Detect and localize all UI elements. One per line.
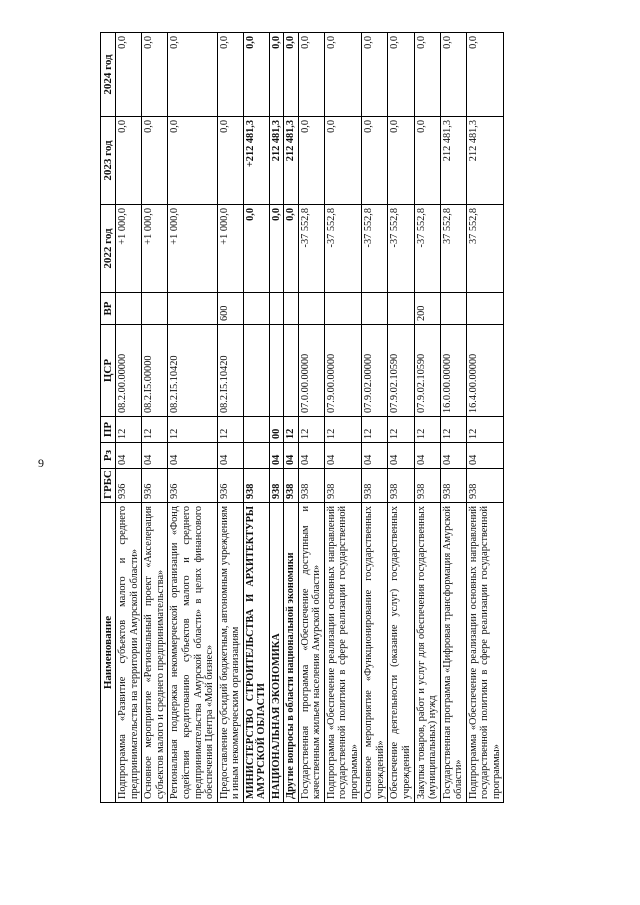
cell-2024: 0,0 [362, 33, 388, 117]
cell-vr [362, 293, 388, 325]
header-2024: 2024 год [101, 33, 116, 117]
cell-name: Основное мероприятие «Функционирование государственных учреждений» [362, 503, 388, 803]
cell-pr: 12 [440, 417, 466, 443]
cell-vr [440, 293, 466, 325]
cell-name: Подпрограмма «Обеспечение реализации основных направлений государственной политики в сфере реализации государственной программы» [324, 503, 362, 803]
cell-2023: 0,0 [116, 117, 142, 205]
cell-2023: 0,0 [324, 117, 362, 205]
cell-2023: 0,0 [298, 117, 324, 205]
table-row [466, 33, 504, 803]
table-row [324, 33, 362, 803]
cell-grbs: 938 [284, 469, 299, 503]
cell-pr: 12 [284, 417, 299, 443]
cell-2024: 0,0 [243, 33, 269, 117]
table-row [217, 33, 243, 803]
cell-csr: 08.2.I5.10420 [168, 325, 217, 417]
cell-rz: 04 [298, 443, 324, 469]
cell-2023: 0,0 [362, 117, 388, 205]
table-row [362, 33, 388, 803]
cell-pr: 12 [142, 417, 168, 443]
cell-2024: 0,0 [269, 33, 284, 117]
cell-csr: 08.2.00.00000 [116, 325, 142, 417]
cell-csr: 07.9.02.00000 [362, 325, 388, 417]
table-row [284, 33, 299, 803]
cell-csr [243, 325, 269, 417]
cell-name: Региональная поддержка некоммерческой организации «Фонд содействия кредитованию субъектов малого и среднего предпринимательства Амурской области» в целях финансового обеспечения Центра «Мой бизнес» [168, 503, 217, 803]
cell-name: Подпрограмма «Развитие субъектов малого и среднего предпринимательства на территории Амурской области» [116, 503, 142, 803]
cell-2024: 0,0 [440, 33, 466, 117]
header-2023: 2023 год [101, 117, 116, 205]
cell-grbs: 936 [142, 469, 168, 503]
cell-pr: 12 [116, 417, 142, 443]
cell-grbs: 938 [243, 469, 269, 503]
cell-2022: 37 552,8 [440, 205, 466, 293]
cell-vr [168, 293, 217, 325]
cell-2023: 0,0 [168, 117, 217, 205]
cell-rz: 04 [284, 443, 299, 469]
header-rz: Рз [101, 443, 116, 469]
cell-2022: +1 000,0 [142, 205, 168, 293]
cell-name: Подпрограмма «Обеспечение реализации основных направлений государственной политики в сфере реализации государственной программы» [466, 503, 504, 803]
cell-pr: 12 [324, 417, 362, 443]
cell-rz: 04 [440, 443, 466, 469]
cell-2023: 212 481,3 [466, 117, 504, 205]
cell-csr: 16.4.00.00000 [466, 325, 504, 417]
cell-csr [284, 325, 299, 417]
cell-grbs: 938 [466, 469, 504, 503]
cell-2024: 0,0 [217, 33, 243, 117]
cell-grbs: 938 [324, 469, 362, 503]
header-2022: 2022 год [101, 205, 116, 293]
cell-vr [388, 293, 414, 325]
cell-2023: 0,0 [388, 117, 414, 205]
cell-2024: 0,0 [324, 33, 362, 117]
cell-2022: -37 552,8 [388, 205, 414, 293]
cell-grbs: 936 [116, 469, 142, 503]
table-row [440, 33, 466, 803]
cell-csr: 07.0.00.00000 [298, 325, 324, 417]
cell-vr [298, 293, 324, 325]
cell-2024: 0,0 [388, 33, 414, 117]
header-row [101, 33, 116, 803]
table-row [116, 33, 142, 803]
cell-grbs: 938 [269, 469, 284, 503]
cell-vr: 600 [217, 293, 243, 325]
cell-csr: 08.2.I5.00000 [142, 325, 168, 417]
table-row [269, 33, 284, 803]
header-vr: ВР [101, 293, 116, 325]
cell-name: Предоставление субсидий бюджетным, автономным учреждениям и иным некоммерческим организациям [217, 503, 243, 803]
cell-vr [284, 293, 299, 325]
page-number: 9 [38, 456, 44, 470]
cell-name: Другие вопросы в области национальной экономики [284, 503, 299, 803]
cell-rz: 04 [168, 443, 217, 469]
cell-2024: 0,0 [168, 33, 217, 117]
cell-2024: 0,0 [284, 33, 299, 117]
cell-2023: 0,0 [414, 117, 440, 205]
header-csr: ЦСР [101, 325, 116, 417]
cell-2024: 0,0 [298, 33, 324, 117]
cell-name: Закупка товаров, работ и услуг для обеспечения государственных (муниципальных) нужд [414, 503, 440, 803]
cell-name: МИНИСТЕРСТВО СТРОИТЕЛЬСТВА И АРХИТЕКТУРЫ АМУРСКОЙ ОБЛАСТИ [243, 503, 269, 803]
table-row [168, 33, 217, 803]
cell-rz: 04 [116, 443, 142, 469]
cell-vr [466, 293, 504, 325]
cell-grbs: 938 [388, 469, 414, 503]
budget-table [100, 32, 504, 803]
table-row [414, 33, 440, 803]
cell-grbs: 936 [217, 469, 243, 503]
table-body [116, 33, 504, 803]
cell-rz: 04 [362, 443, 388, 469]
cell-pr: 12 [217, 417, 243, 443]
cell-pr [243, 417, 269, 443]
cell-rz: 04 [466, 443, 504, 469]
cell-pr: 12 [414, 417, 440, 443]
cell-name: Государственная программа «Цифровая трансформация Амурской области» [440, 503, 466, 803]
cell-pr: 12 [298, 417, 324, 443]
cell-2022: 0,0 [243, 205, 269, 293]
cell-csr: 07.9.02.10590 [388, 325, 414, 417]
table-row [142, 33, 168, 803]
cell-csr [269, 325, 284, 417]
cell-pr: 12 [388, 417, 414, 443]
cell-2022: -37 552,8 [324, 205, 362, 293]
table-container [100, 33, 610, 803]
cell-rz: 04 [142, 443, 168, 469]
cell-2022: -37 552,8 [414, 205, 440, 293]
cell-grbs: 936 [168, 469, 217, 503]
cell-vr [269, 293, 284, 325]
cell-2023: 0,0 [217, 117, 243, 205]
cell-rz: 04 [388, 443, 414, 469]
cell-rz: 04 [414, 443, 440, 469]
header-name: Наименование [101, 503, 116, 803]
cell-2022: 37 552,8 [466, 205, 504, 293]
rotated-table-wrapper [100, 33, 610, 803]
cell-2024: 0,0 [116, 33, 142, 117]
cell-rz: 04 [217, 443, 243, 469]
cell-2023: 212 481,3 [440, 117, 466, 205]
cell-2022: +1 000,0 [217, 205, 243, 293]
cell-vr [324, 293, 362, 325]
cell-name: НАЦИОНАЛЬНАЯ ЭКОНОМИКА [269, 503, 284, 803]
cell-2022: -37 552,8 [298, 205, 324, 293]
cell-name: Государственная программа «Обеспечение доступным и качественным жильем населения Амурской области» [298, 503, 324, 803]
cell-2022: 0,0 [284, 205, 299, 293]
cell-2024: 0,0 [466, 33, 504, 117]
cell-2023: 212 481,3 [269, 117, 284, 205]
cell-csr: 16.0.00.00000 [440, 325, 466, 417]
cell-rz: 04 [269, 443, 284, 469]
cell-2022: -37 552,8 [362, 205, 388, 293]
cell-2022: +1 000,0 [168, 205, 217, 293]
cell-grbs: 938 [362, 469, 388, 503]
cell-vr [142, 293, 168, 325]
table-row [243, 33, 269, 803]
cell-2022: 0,0 [269, 205, 284, 293]
cell-grbs: 938 [298, 469, 324, 503]
cell-rz: 04 [324, 443, 362, 469]
cell-2024: 0,0 [414, 33, 440, 117]
table-row [298, 33, 324, 803]
cell-csr: 07.9.00.00000 [324, 325, 362, 417]
cell-grbs: 938 [440, 469, 466, 503]
cell-name: Основное мероприятие «Региональный проект «Акселерация субъектов малого и среднего предпринимательства» [142, 503, 168, 803]
cell-2022: +1 000,0 [116, 205, 142, 293]
cell-csr: 08.2.I5.10420 [217, 325, 243, 417]
cell-pr: 12 [168, 417, 217, 443]
cell-2023: 212 481,3 [284, 117, 299, 205]
cell-vr [243, 293, 269, 325]
cell-vr: 200 [414, 293, 440, 325]
cell-vr [116, 293, 142, 325]
cell-pr: 12 [362, 417, 388, 443]
cell-csr: 07.9.02.10590 [414, 325, 440, 417]
cell-2023: +212 481,3 [243, 117, 269, 205]
header-grbs: ГРБС [101, 469, 116, 503]
cell-2024: 0,0 [142, 33, 168, 117]
cell-name: Обеспечение деятельности (оказание услуг) государственных учреждений [388, 503, 414, 803]
cell-pr: 12 [466, 417, 504, 443]
cell-pr: 00 [269, 417, 284, 443]
cell-rz [243, 443, 269, 469]
header-pr: ПР [101, 417, 116, 443]
cell-grbs: 938 [414, 469, 440, 503]
table-row [388, 33, 414, 803]
cell-2023: 0,0 [142, 117, 168, 205]
